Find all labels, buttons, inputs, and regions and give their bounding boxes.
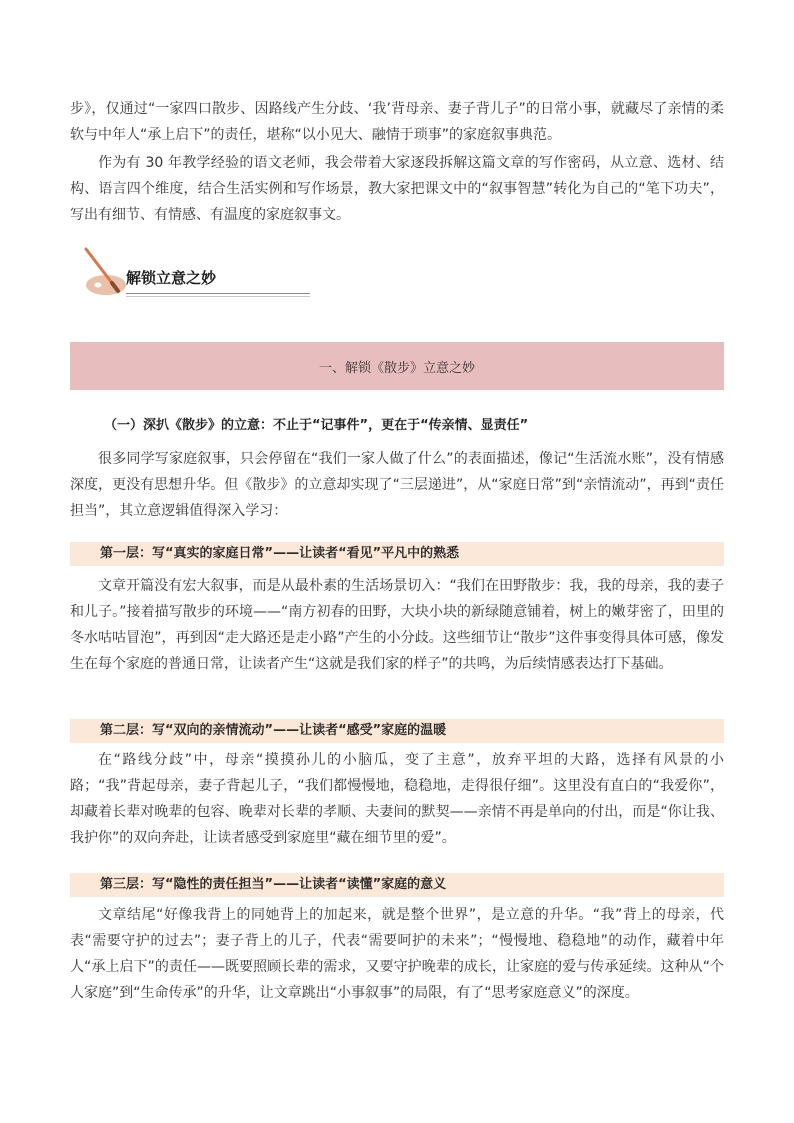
layer-1-title-bar [70, 542, 724, 566]
paintbrush-palette-icon [82, 245, 130, 299]
layer-1-body: 文章开篇没有宏大叙事，而是从最朴素的生活场景切入：“我们在田野散步：我，我的母亲，我的妻子和儿子。”接着描写散步的环境——“南方初春的田野，大块小块的新绿随意铺着，树上的嫩芽密了，田里的冬水咕咕冒泡”，再到因“走大路还是走小路”产生的小分歧。这些细节让“散步”这件事变得具体可感，像发生在每个家庭的普通日常，让读者产生“这就是我们家的样子”的共鸣，为后续情感表达打下基础。 [70, 578, 724, 672]
intro-paragraph-1: 步》，仅通过“一家四口散步、因路线产生分歧、‘我’背母亲、妻子背儿子”的日常小事，就藏尽了亲情的柔软与中年人“承上启下”的责任，堪称“以小见大、融情于琐事”的家庭叙事典范。 [70, 101, 724, 143]
layer-2-title-bar [70, 719, 724, 743]
section-heading-text: 解锁立意之妙 [126, 269, 217, 287]
chapter-banner-title: 一、解锁《散步》立意之妙 [318, 360, 475, 376]
subsection-title: （一）深扒《散步》的立意：不止于“记事件”，更在于“传亲情、显责任” [104, 418, 529, 433]
layer-3-title-bar [70, 873, 724, 897]
layer-2-title: 第二层：写“双向的亲情流动”——让读者“感受”家庭的温暖 [100, 723, 447, 738]
layer-3-body: 文章结尾“好像我背上的同她背上的加起来，就是整个世界”，是立意的升华。“我”背上的母亲，代表“需要守护的过去”；妻子背上的儿子，代表“需要呵护的未来”；“慢慢地、稳稳地”的动作，藏着中年人“承上启下”的责任——既要照顾长辈的需求，又要守护晚辈的成长，让家庭的爱与传承延续。这种从“个人家庭”到“生命传承”的升华，让文章跳出“小事叙事”的局限，有了“思考家庭意义”的深度。 [70, 907, 724, 1001]
layer-3-title: 第三层：写“隐性的责任担当”——让读者“读懂”家庭的意义 [100, 877, 447, 892]
heading-divider [126, 293, 310, 294]
layer-2-body: 在“路线分歧”中，母亲“摸摸孙儿的小脑瓜，变了主意”，放弃平坦的大路，选择有风景的小路；“我”背起母亲，妻子背起儿子，“我们都慢慢地，稳稳地，走得很仔细”。这里没有直白的“我爱你”，却藏着长辈对晚辈的包容、晚辈对长辈的孝顺、夫妻间的默契——亲情不再是单向的付出，而是“你让我、我护你”的双向奔赴，让读者感受到家庭里“藏在细节里的爱”。 [70, 752, 724, 846]
intro-paragraph-2: 作为有 30 年教学经验的语文老师，我会带着大家逐段拆解这篇文章的写作密码，从立意、选材、结构、语言四个维度，结合生活实例和写作场景，教大家把课文中的“叙事智慧”转化为自己的“笔下功夫”，写出有细节、有情感、有温度的家庭叙事文。 [70, 155, 724, 223]
lead-paragraph: 很多同学写家庭叙事，只会停留在“我们一家人做了什么”的表面描述，像记“生活流水账”，没有情感深度，更没有思想升华。但《散步》的立意却实现了“三层递进”，从“家庭日常”到“亲情流动”，再到“责任担当”，其立意逻辑值得深入学习： [70, 451, 724, 519]
section-heading [82, 245, 232, 301]
chapter-banner [70, 342, 724, 390]
layer-1-title: 第一层：写“真实的家庭日常”——让读者“看见”平凡中的熟悉 [100, 546, 460, 561]
heading-divider-secondary [126, 296, 310, 297]
